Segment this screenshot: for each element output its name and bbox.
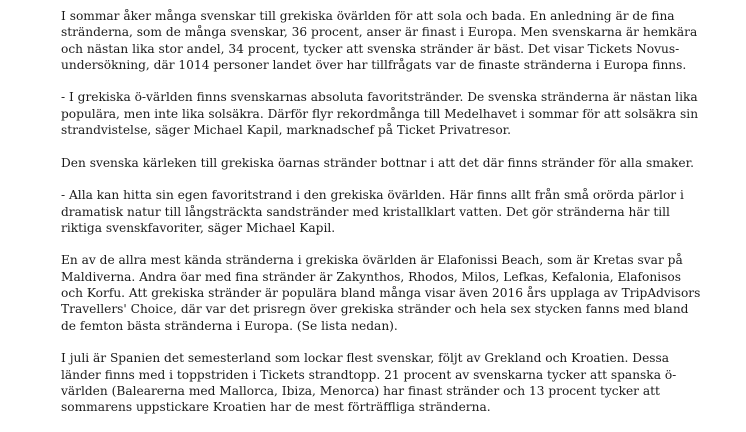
paragraph-july-destinations: I juli är Spanien det semesterland som lockar flest svenskar, följt av Grekland och Kroatien. Dessa länder finns med i toppstriden i Tickets strandtopp. 21 procent av svenskarna tycker att spanska ö-världen (Balearerna med Mallorca, Ibiza, Menorca) har finast stränder och 13 procent tycker att sommarens uppstickare Kroatien har de mest förträffliga stränderna. <box>61 351 677 415</box>
document-body <box>61 8 701 432</box>
paragraph-intro: I sommar åker många svenskar till grekiska övärlden för att sola och bada. En anledning är de fina stränderna, som de många svenskar, 36 procent, anser är finast i Europa. Men svenskarna är hemkära och nästan lika stor andel, 34 procent, tycker att svenska stränder är bäst. Det visar Tickets Novus-undersökning, där 1014 personer landet över har tillfrågats var de finaste stränderna i Europa finns. <box>61 9 698 72</box>
paragraph-quote-everyone: - Alla kan hitta sin egen favoritstrand i den grekiska övärlden. Här finns allt från små orörda pärlor i dramatisk natur till långsträckta sandstränder med kristallklart vatten. Det gör stränderna här till riktiga svenskfavoriter, säger Michael Kapil. <box>61 188 684 235</box>
paragraph-love-beaches: Den svenska kärleken till grekiska öarnas stränder bottnar i att det där finns stränder för alla smaker. <box>61 155 695 170</box>
paragraph-famous-beaches: En av de allra mest kända stränderna i grekiska övärlden är Elafonissi Beach, som är Kretas svar på Maldiverna. Andra öar med fina stränder är Zakynthos, Rhodos, Milos, Lefkas, Kefalonia, Elafonisos och Korfu. Att grekiska stränder är populära bland många visar även 2016 års upplaga av TripAdvisors Travellers' Choice, där var det prisregn över grekiska stränder och hela sex stycken fanns med bland de femton bästa stränderna i Europa. (Se lista nedan). <box>61 253 701 333</box>
paragraph-quote-favorites: - I grekiska ö-världen finns svenskarnas absoluta favoritstränder. De svenska stränderna är nästan lika populära, men inte lika solsäkra. Därför flyr rekordmånga till Medelhavet i sommar för att solsäkra sin strandvistelse, säger Michael Kapil, marknadschef på Ticket Privatresor. <box>61 90 699 138</box>
